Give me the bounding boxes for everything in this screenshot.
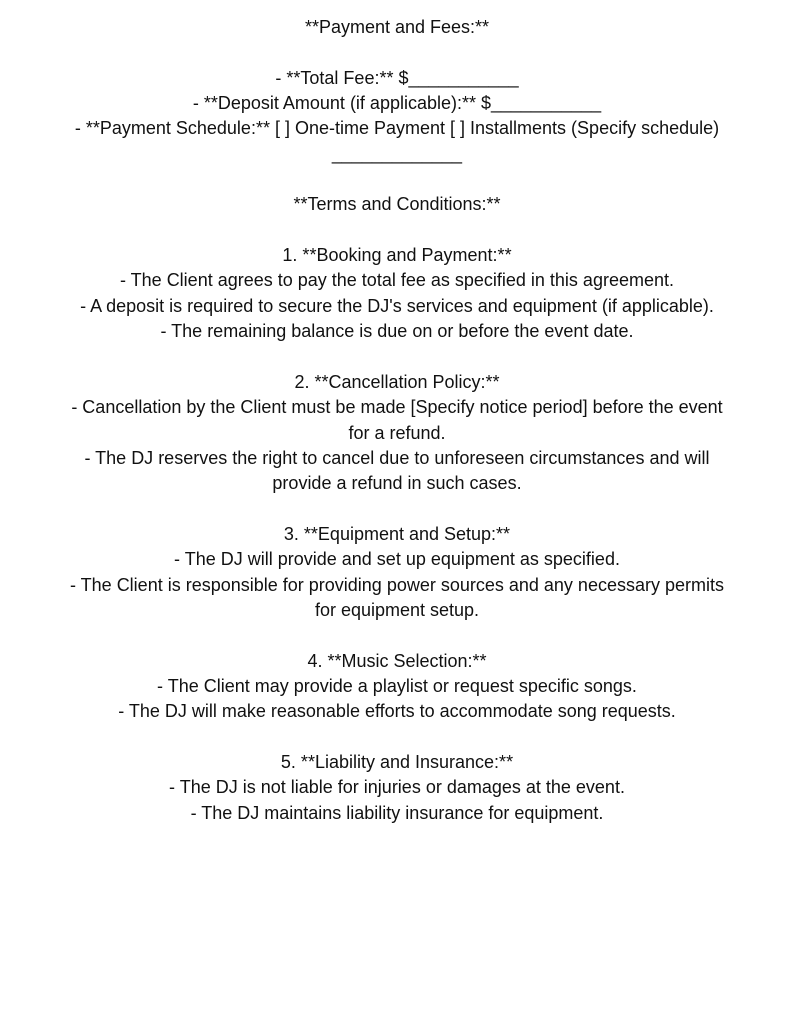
text-line: - The DJ is not liable for injuries or damages at the event. <box>169 777 625 798</box>
text-line: **Payment and Fees:** <box>304 17 490 37</box>
text-line: - The remaining balance is due on or before the event date. <box>160 321 634 342</box>
text-line: 2. **Cancellation Policy:** <box>294 371 500 392</box>
text-line: - The Client may provide a playlist or request specific songs. <box>157 675 637 696</box>
text-line: for a refund. <box>348 422 446 443</box>
text-line: - **Payment Schedule:** [ ] One-time Payment [ ] Installments (Specify schedule) <box>74 118 720 139</box>
blank-line <box>0 497 794 522</box>
blank-line <box>0 725 794 750</box>
blank-line <box>0 218 794 243</box>
text-line: - The Client agrees to pay the total fee as specified in this agreement. <box>120 270 674 291</box>
text-line: 3. **Equipment and Setup:** <box>283 523 511 544</box>
blank-line <box>0 344 794 369</box>
text-line: _____________ <box>331 143 463 164</box>
text-line: provide a refund in such cases. <box>272 473 522 494</box>
text-line: 1. **Booking and Payment:** <box>282 245 512 266</box>
text-line: 5. **Liability and Insurance:** <box>280 751 514 772</box>
text-line: - **Deposit Amount (if applicable):** $___________ <box>192 93 602 114</box>
text-line: 4. **Music Selection:** <box>307 650 487 671</box>
blank-line <box>0 40 794 65</box>
text-line: - The Client is responsible for providing power sources and any necessary permits <box>70 574 724 595</box>
text-line: - A deposit is required to secure the DJ's services and equipment (if applicable). <box>80 295 714 316</box>
text-line: for equipment setup. <box>314 599 480 620</box>
text-line: **Terms and Conditions:** <box>293 194 501 215</box>
blank-line <box>0 167 794 192</box>
text-line: - The DJ will provide and set up equipment as specified. <box>174 549 620 570</box>
text-line: - The DJ will make reasonable efforts to accommodate song requests. <box>118 701 676 722</box>
text-line: - Cancellation by the Client must be made [Specify notice period] before the event <box>71 397 723 418</box>
text-line: - The DJ maintains liability insurance for equipment. <box>190 802 604 823</box>
text-line: - The DJ reserves the right to cancel due to unforeseen circumstances and will <box>84 447 710 468</box>
text-line: - **Total Fee:** $___________ <box>275 67 519 88</box>
blank-line <box>0 623 794 648</box>
